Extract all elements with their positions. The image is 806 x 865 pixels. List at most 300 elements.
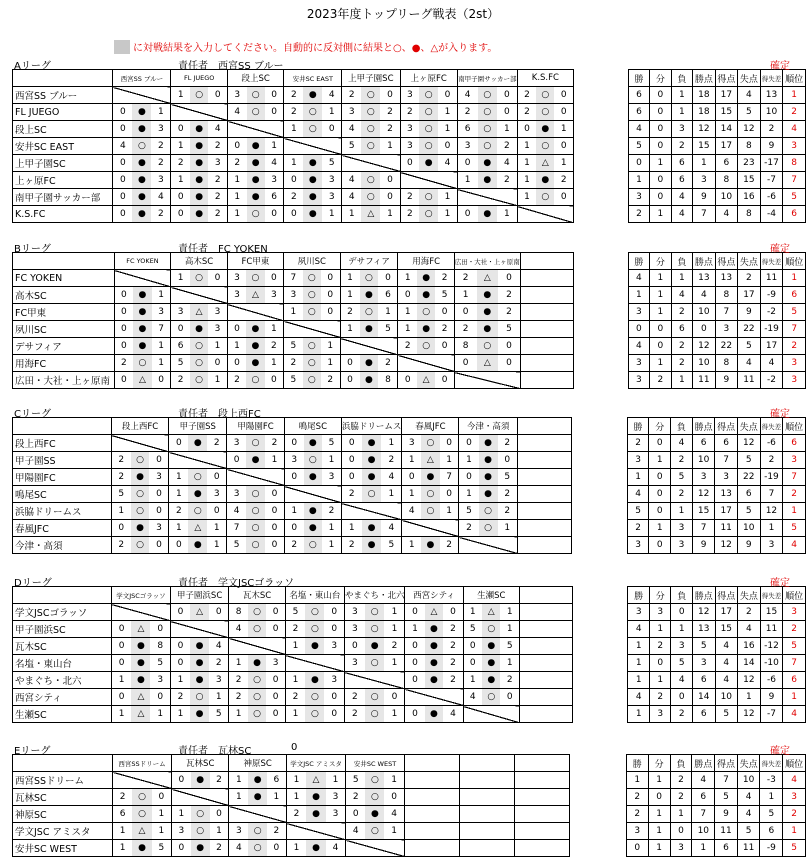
match-result-cell[interactable] [113,121,171,138]
result-mark: ○ [131,452,150,468]
match-result-cell[interactable] [169,435,227,452]
match-result-cell[interactable] [227,503,285,520]
match-result-cell[interactable] [172,806,229,823]
spacer-cell [573,372,628,389]
opponent-header: デサフィア [340,253,398,270]
result-mark: ● [421,469,440,485]
match-result-cell[interactable] [170,672,228,689]
match-result-cell[interactable] [284,537,341,554]
stat-header: 得点 [715,418,738,435]
match-result-cell[interactable] [517,155,573,172]
match-result-cell[interactable] [463,689,520,706]
away-score: 0 [450,607,456,617]
match-result-cell[interactable] [111,469,169,486]
match-result-cell[interactable] [286,789,345,806]
away-score: 2 [391,641,398,651]
match-result-cell[interactable] [113,104,171,121]
empty-cell [459,789,514,806]
match-result-cell[interactable] [228,206,284,223]
match-result-cell[interactable] [284,104,342,121]
match-result-cell[interactable] [517,189,573,206]
match-result-cell[interactable] [285,604,344,621]
home-score: 4 [348,192,355,202]
away-score: 0 [272,607,279,617]
match-result-cell[interactable] [114,355,171,372]
stat-value: 2 [738,604,761,621]
match-result-cell[interactable] [284,189,342,206]
home-score: 0 [118,692,125,702]
match-result-cell[interactable] [405,621,463,638]
match-result-cell[interactable] [398,304,454,321]
result-mark: ○ [365,823,384,839]
home-score: 1 [404,273,411,283]
match-result-cell[interactable] [454,355,520,372]
away-score: 0 [157,692,164,702]
stat-value: 1 [671,270,692,287]
empty-cell [517,486,571,503]
match-result-cell[interactable] [286,806,345,823]
match-result-cell[interactable] [405,706,463,723]
match-result-cell[interactable] [342,104,400,121]
match-result-cell[interactable] [171,121,228,138]
spacer-cell [573,338,628,355]
match-result-cell[interactable] [171,87,228,104]
match-result-cell[interactable] [340,270,398,287]
match-result-cell[interactable] [114,287,171,304]
match-result-cell[interactable] [400,138,457,155]
match-result-cell[interactable] [111,655,170,672]
match-result-cell[interactable] [463,604,520,621]
match-result-cell[interactable] [398,270,454,287]
match-result-cell[interactable] [346,806,405,823]
result-mark: ○ [365,789,384,805]
team-row [13,486,806,503]
match-result-cell[interactable] [114,338,171,355]
match-result-cell[interactable] [284,304,340,321]
match-result-cell[interactable] [517,87,573,104]
stat-value: 9 [738,304,761,321]
match-result-cell[interactable] [113,789,172,806]
match-result-cell[interactable] [457,206,517,223]
match-result-cell[interactable] [284,270,340,287]
match-result-cell[interactable] [457,138,517,155]
match-result-cell[interactable] [402,435,459,452]
match-result-cell[interactable] [227,537,285,554]
away-score: 3 [271,175,278,185]
away-score: 3 [271,290,277,300]
match-result-cell[interactable] [459,469,517,486]
match-result-cell[interactable] [169,537,227,554]
match-result-cell[interactable] [459,435,517,452]
home-score: 3 [408,438,415,448]
match-result-cell[interactable] [340,372,398,389]
match-result-cell[interactable] [113,840,172,857]
home-score: 0 [120,290,127,300]
match-result-cell[interactable] [400,121,457,138]
self-match-cell [286,823,345,840]
match-result-cell[interactable] [227,520,285,537]
match-result-cell[interactable] [463,672,520,689]
match-result-cell[interactable] [405,655,463,672]
match-result-cell[interactable] [340,321,398,338]
match-result-cell[interactable] [346,772,405,789]
away-score: 3 [158,175,164,185]
match-result-cell[interactable] [114,321,171,338]
match-result-cell[interactable] [517,121,573,138]
match-result-cell[interactable] [400,155,457,172]
match-result-cell[interactable] [229,823,286,840]
match-result-cell[interactable] [170,706,228,723]
match-result-cell[interactable] [285,638,344,655]
match-result-cell[interactable] [405,604,463,621]
match-result-cell[interactable] [402,503,459,520]
match-result-cell[interactable] [405,638,463,655]
match-result-cell[interactable] [171,138,228,155]
match-result-cell[interactable] [227,372,283,389]
match-result-cell[interactable] [342,189,400,206]
match-result-cell[interactable] [284,435,341,452]
home-score: 0 [347,375,353,385]
stat-value: -7 [760,706,783,723]
match-result-cell[interactable] [229,689,286,706]
result-mark: ● [362,452,382,468]
match-result-cell[interactable] [459,503,517,520]
stat-value: 1 [648,823,670,840]
match-result-cell[interactable] [169,469,227,486]
spacer-cell [573,253,628,270]
match-result-cell[interactable] [402,537,459,554]
result-mark: ● [131,672,150,688]
match-result-cell[interactable] [113,823,172,840]
responsible-label: 責任者 [178,61,208,72]
match-result-cell[interactable] [229,621,286,638]
self-match-cell [170,621,228,638]
result-mark: ● [132,121,151,137]
match-result-cell[interactable] [517,172,573,189]
match-result-cell[interactable] [227,355,283,372]
opponent-header: 今津・高須 [459,418,517,435]
match-result-cell[interactable] [342,87,400,104]
match-result-cell[interactable] [341,469,402,486]
match-result-cell[interactable] [169,520,227,537]
home-score: 2 [466,523,472,533]
stat-value: 0 [650,121,671,138]
match-result-cell[interactable] [111,537,169,554]
stat-header: 得失差 [760,587,783,604]
match-result-cell[interactable] [284,206,342,223]
home-score: 0 [466,438,472,448]
match-result-cell[interactable] [113,189,171,206]
match-result-cell[interactable] [227,452,285,469]
match-result-cell[interactable] [346,823,405,840]
match-result-cell[interactable] [398,372,454,389]
match-result-cell[interactable] [285,621,344,638]
home-score: 2 [524,107,530,117]
match-result-cell[interactable] [341,520,402,537]
self-match-cell [457,189,517,206]
match-result-cell[interactable] [457,155,517,172]
match-result-cell[interactable] [517,104,573,121]
match-result-cell[interactable] [171,206,228,223]
match-result-cell[interactable] [400,104,457,121]
match-result-cell[interactable] [111,638,170,655]
match-result-cell[interactable] [342,121,400,138]
match-result-cell[interactable] [402,486,459,503]
stat-value: 1 [650,355,671,372]
home-score: 0 [120,124,126,134]
league-header [12,57,806,72]
spacer-cell [573,172,628,189]
match-result-cell[interactable] [341,435,402,452]
match-result-cell[interactable] [457,87,517,104]
match-result-cell[interactable] [286,840,345,857]
home-score: 1 [408,540,415,550]
match-result-cell[interactable] [454,338,520,355]
match-result-cell[interactable] [113,206,171,223]
result-mark: ● [132,104,151,120]
match-result-cell[interactable] [284,520,341,537]
match-result-cell[interactable] [344,604,405,621]
match-result-cell[interactable] [114,372,171,389]
match-result-cell[interactable] [344,655,405,672]
match-result-cell[interactable] [454,287,520,304]
result-mark: ● [303,206,322,222]
match-result-cell[interactable] [229,706,286,723]
stat-value: 10 [737,772,760,789]
team-name: 今津・高須 [13,537,112,554]
match-result-cell[interactable] [227,338,283,355]
match-result-cell[interactable] [111,452,169,469]
match-result-cell[interactable] [171,355,227,372]
opponent-header: 瓦林SC [172,755,229,772]
match-result-cell[interactable] [111,520,169,537]
empty-cell [459,823,514,840]
match-result-cell[interactable] [227,287,283,304]
match-result-cell[interactable] [229,655,286,672]
match-result-cell[interactable] [171,321,227,338]
match-result-cell[interactable] [229,840,286,857]
stat-value: 15 [738,172,761,189]
match-result-cell[interactable] [402,469,459,486]
match-result-cell[interactable] [454,304,520,321]
match-result-cell[interactable] [342,138,400,155]
match-result-cell[interactable] [227,270,283,287]
match-result-cell[interactable] [284,172,342,189]
match-result-cell[interactable] [284,338,340,355]
match-result-cell[interactable] [111,706,170,723]
match-result-cell[interactable] [171,270,227,287]
result-mark: ○ [419,104,438,120]
result-mark: ● [477,304,498,320]
match-result-cell[interactable] [341,537,402,554]
match-result-cell[interactable] [228,155,284,172]
match-result-cell[interactable] [229,604,286,621]
match-result-cell[interactable] [284,87,342,104]
match-result-cell[interactable] [340,304,398,321]
away-score: 1 [506,607,513,617]
result-mark: ● [425,638,444,654]
match-result-cell[interactable] [170,655,228,672]
match-result-cell[interactable] [169,503,227,520]
away-score: 2 [441,324,448,334]
home-score: 8 [462,341,469,351]
match-result-cell[interactable] [171,372,227,389]
match-result-cell[interactable] [227,486,285,503]
team-row [13,172,806,189]
match-result-cell[interactable] [228,138,284,155]
match-result-cell[interactable] [229,789,286,806]
self-match-cell [111,604,170,621]
match-result-cell[interactable] [228,87,284,104]
match-result-cell[interactable] [229,772,286,789]
match-result-cell[interactable] [170,689,228,706]
match-result-cell[interactable] [284,355,340,372]
match-result-cell[interactable] [113,172,171,189]
match-result-cell[interactable] [171,338,227,355]
match-result-cell[interactable] [284,155,342,172]
match-result-cell[interactable] [459,520,517,537]
away-score: 2 [273,826,280,836]
match-result-cell[interactable] [398,321,454,338]
home-score: 5 [177,358,184,368]
match-result-cell[interactable] [228,172,284,189]
match-result-cell[interactable] [341,486,402,503]
match-result-cell[interactable] [457,121,517,138]
match-result-cell[interactable] [113,155,171,172]
stat-value: 12 [693,121,716,138]
match-result-cell[interactable] [344,638,405,655]
match-result-cell[interactable] [285,672,344,689]
match-result-cell[interactable] [459,486,517,503]
away-score: 1 [387,141,393,151]
match-result-cell[interactable] [284,372,340,389]
match-result-cell[interactable] [463,621,520,638]
team-name: 西宮シティ [13,689,112,706]
match-result-cell[interactable] [286,772,345,789]
match-result-cell[interactable] [284,287,340,304]
match-result-cell[interactable] [398,287,454,304]
rank-value: 4 [783,537,806,554]
match-result-cell[interactable] [400,189,457,206]
match-result-cell[interactable] [405,672,463,689]
home-score: 2 [348,90,355,100]
match-result-cell[interactable] [171,172,228,189]
match-result-cell[interactable] [227,321,283,338]
stat-header: 得点 [715,70,738,87]
stat-value: 5 [671,469,693,486]
match-result-cell[interactable] [454,321,520,338]
stat-value: 10 [693,304,716,321]
match-result-cell[interactable] [342,172,400,189]
match-result-cell[interactable] [172,840,229,857]
match-result-cell[interactable] [111,689,170,706]
match-result-cell[interactable] [341,452,402,469]
match-result-cell[interactable] [400,206,457,223]
match-result-cell[interactable] [459,452,517,469]
match-result-cell[interactable] [342,206,400,223]
home-score: 0 [464,209,471,219]
stat-value: 2 [671,355,692,372]
match-result-cell[interactable] [344,621,405,638]
match-result-cell[interactable] [284,121,342,138]
stat-value: 7 [692,806,715,823]
away-score: 8 [385,375,391,385]
stat-value: 4 [627,486,649,503]
match-result-cell[interactable] [113,806,172,823]
away-score: 6 [271,192,278,202]
away-score: 3 [332,792,339,802]
match-result-cell[interactable] [398,338,454,355]
result-mark: ● [304,435,322,451]
rank-value: 1 [783,270,806,287]
stat-value: 11 [715,520,738,537]
match-result-cell[interactable] [171,304,227,321]
match-result-cell[interactable] [344,689,405,706]
match-result-cell[interactable] [284,503,341,520]
match-result-cell[interactable] [284,452,341,469]
match-result-cell[interactable] [113,138,171,155]
match-result-cell[interactable] [170,604,228,621]
match-result-cell[interactable] [227,435,285,452]
match-result-cell[interactable] [285,706,344,723]
match-result-cell[interactable] [228,104,284,121]
match-result-cell[interactable] [463,655,520,672]
match-result-cell[interactable] [454,270,520,287]
match-result-cell[interactable] [169,486,227,503]
match-result-cell[interactable] [228,189,284,206]
result-mark: ● [190,189,208,205]
result-mark: ○ [248,840,267,856]
stat-value: 12 [692,486,715,503]
stat-value: 8 [738,138,761,155]
home-score: 1 [234,209,241,219]
away-score: 4 [450,709,456,719]
stat-value: 0 [671,604,693,621]
stat-value: 4 [737,789,760,806]
match-result-cell[interactable] [457,172,517,189]
match-result-cell[interactable] [172,823,229,840]
match-result-cell[interactable] [170,638,228,655]
match-result-cell[interactable] [111,503,169,520]
home-score: 1 [176,489,182,499]
match-result-cell[interactable] [285,689,344,706]
match-result-cell[interactable] [111,621,170,638]
match-result-cell[interactable] [344,706,405,723]
match-result-cell[interactable] [457,104,517,121]
match-result-cell[interactable] [402,452,459,469]
stat-value: 4 [715,206,738,223]
opponent-header: FC甲東 [227,253,283,270]
match-result-cell[interactable] [111,486,169,503]
home-score: 1 [469,607,476,617]
match-result-cell[interactable] [340,355,398,372]
match-result-cell[interactable] [229,672,286,689]
self-match-cell [340,338,398,355]
match-result-cell[interactable] [517,138,573,155]
match-result-cell[interactable] [463,638,520,655]
match-result-cell[interactable] [340,287,398,304]
match-result-cell[interactable] [171,155,228,172]
result-mark: ○ [190,87,208,103]
match-result-cell[interactable] [172,772,229,789]
match-result-cell[interactable] [114,304,171,321]
match-result-cell[interactable] [400,87,457,104]
match-result-cell[interactable] [111,672,170,689]
match-result-cell[interactable] [284,469,341,486]
stat-value: 4 [738,87,761,104]
match-result-cell[interactable] [171,189,228,206]
match-result-cell[interactable] [346,789,405,806]
